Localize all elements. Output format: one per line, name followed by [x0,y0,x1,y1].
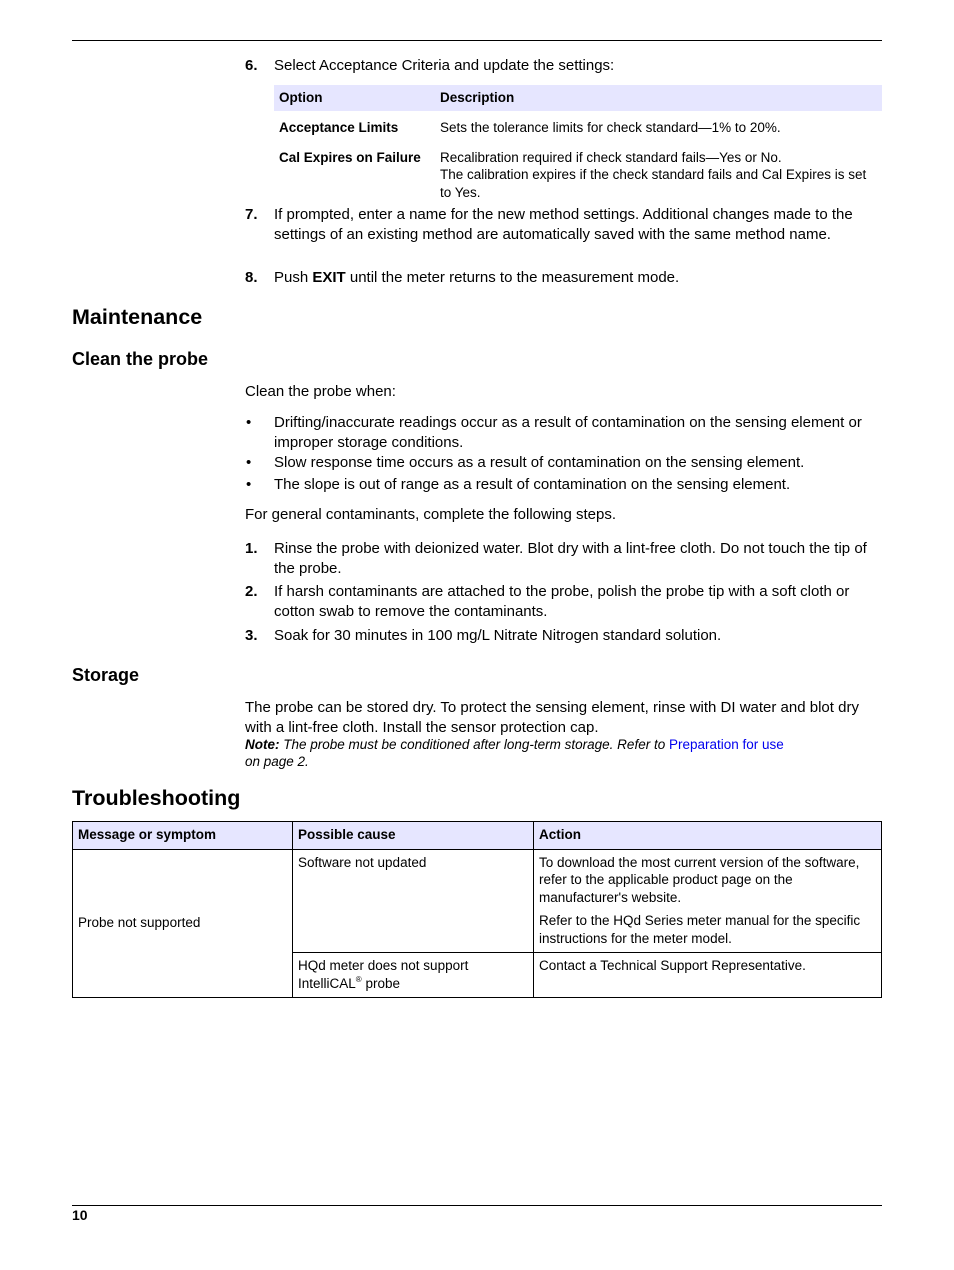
step-number: 2. [245,583,258,600]
step-7 [245,205,885,244]
general-contaminants-text: For general contaminants, complete the following steps. [245,506,617,523]
description-cell: Sets the tolerance limits for check standard—1% to 20%. [440,120,781,135]
storage-note [245,737,885,770]
action-cell: Contact a Technical Support Representative. [534,953,882,998]
step-text [274,268,885,288]
bullet-text: Slow response time occurs as a result of contamination on the sensing element. [274,454,805,471]
list-item [245,413,885,452]
bullet-text: The slope is out of range as a result of contamination on the sensing element. [274,476,791,493]
description-line: Recalibration required if check standard fails—Yes or No. [440,149,782,165]
subsection-title-storage: Storage [72,665,140,685]
clean-intro: Clean the probe when: [245,383,396,400]
step-text: If harsh contaminants are attached to the probe, polish the probe tip with a soft cloth or cotton swab to remove the contaminants. [274,583,850,620]
col-header-description: Description [435,85,882,111]
cause-cell [293,953,534,998]
col-header-option: Option [274,85,435,111]
step-number: 6. [245,57,258,74]
col-header-symptom: Message or symptom [73,822,293,850]
exit-key-label: EXIT [312,269,346,286]
step-number: 7. [245,206,258,223]
symptom-cell: Probe not supported [73,849,293,998]
list-item [245,475,885,495]
description-cell [435,145,882,205]
table-header-row [274,85,882,111]
description-line: The calibration expires if the check standard fails and Cal Expires is set to Yes. [440,167,867,200]
step-text: Select Acceptance Criteria and update the settings: [274,57,615,74]
step-text-pre: Push [274,269,313,286]
header-rule [72,40,882,41]
preparation-link[interactable]: Preparation for use [668,737,784,752]
clean-step-1 [245,539,885,578]
cause-text-suffix: probe [361,975,400,991]
option-cell: Cal Expires on Failure [279,149,421,165]
registered-mark: ® [355,974,362,984]
page-number: 10 [72,1207,88,1223]
table-row [274,111,882,145]
step-6 [245,56,885,76]
step-number: 8. [245,269,258,286]
section-title-troubleshooting: Troubleshooting [72,786,241,810]
section-title-maintenance: Maintenance [72,305,203,329]
note-text: The probe must be conditioned after long-term storage. Refer to [279,737,669,752]
table-row [73,849,882,953]
footer-rule [72,1205,882,1206]
clean-step-2 [245,582,885,621]
action-cell [534,849,882,953]
cause-text: HQd meter does not support IntelliCAL [298,958,469,991]
step-text-post: until the meter returns to the measurement mode. [345,269,680,286]
list-item [245,453,885,473]
subsection-title-clean-probe: Clean the probe [72,349,209,369]
step-text: If prompted, enter a name for the new method settings. Additional changes made to the settings of an existing method are automatically saved with the same method name. [274,206,853,243]
step-text: Rinse the probe with deionized water. Blot dry with a lint-free cloth. Do not touch the tip of the probe. [274,540,867,577]
step-number: 3. [245,627,258,644]
troubleshooting-table [72,821,882,998]
note-suffix: on page 2. [245,753,309,769]
option-cell: Acceptance Limits [279,120,399,135]
note-label: Note: [245,737,280,752]
step-text: Soak for 30 minutes in 100 mg/L Nitrate Nitrogen standard solution. [274,627,722,644]
cause-cell: Software not updated [293,849,534,953]
action-paragraph: To download the most current version of the software, refer to the applicable product page on the manufacturer's website. [539,854,860,905]
clean-step-3 [245,626,885,646]
bullet-glyph: • [246,414,252,431]
col-header-action: Action [534,822,882,850]
step-number: 1. [245,540,258,557]
step-8 [245,268,885,288]
bullet-glyph: • [246,454,252,471]
action-paragraph: Refer to the HQd Series meter manual for the specific instructions for the meter model. [539,913,861,946]
storage-text: The probe can be stored dry. To protect the sensing element, rinse with DI water and blot dry with a lint-free cloth. Install the sensor protection cap. [245,699,859,736]
col-header-cause: Possible cause [293,822,534,850]
bullet-text: Drifting/inaccurate readings occur as a result of contamination on the sensing element or improper storage conditions. [274,414,862,451]
acceptance-criteria-table [274,85,882,204]
table-header-row [73,822,882,850]
bullet-glyph: • [246,476,252,493]
table-row [274,145,882,205]
